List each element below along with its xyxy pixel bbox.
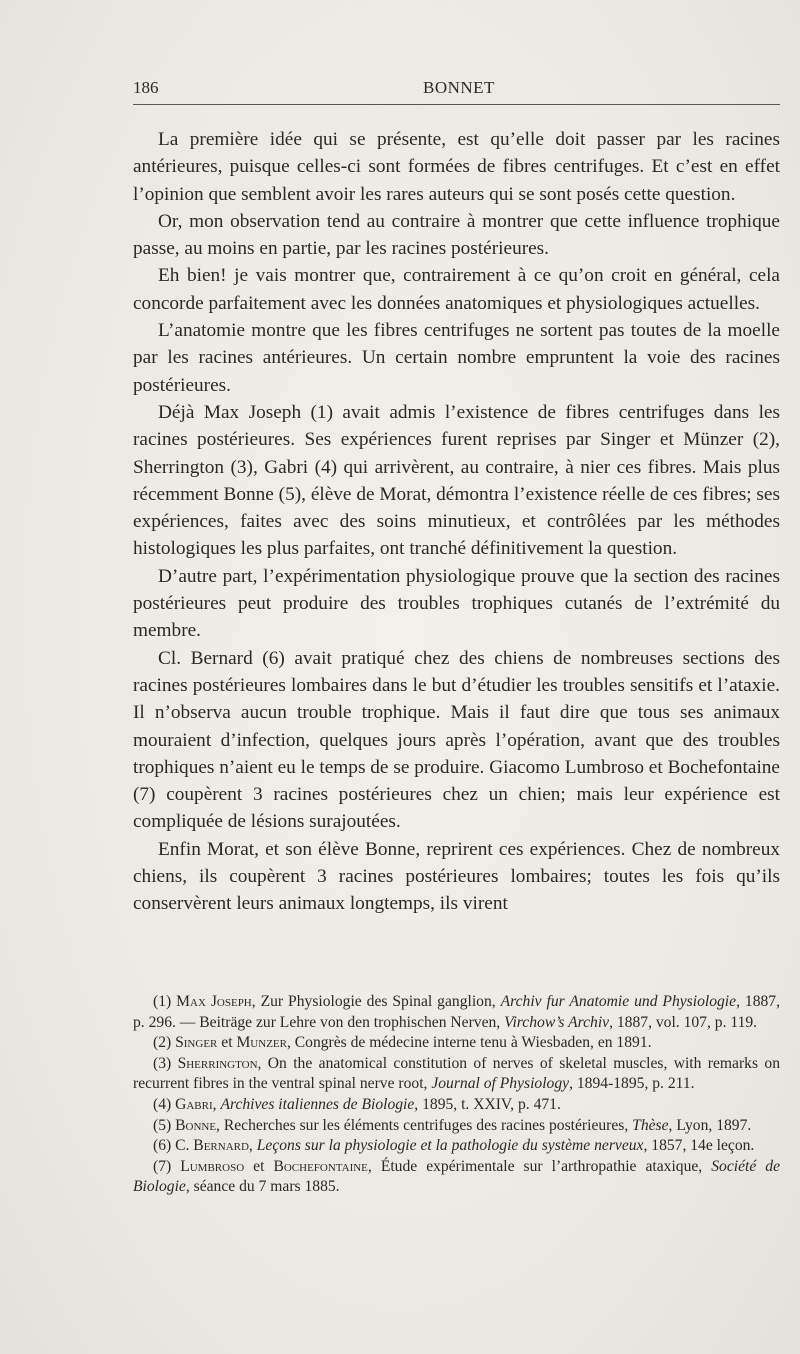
footnote-text: et	[217, 1034, 237, 1052]
footnotes	[133, 992, 780, 1198]
footnote-author: C. Bernard	[175, 1137, 249, 1155]
paragraph: L’anatomie montre que les fibres centrifuges ne sortent pas toutes de la moelle par les racines antérieures. Un certain nombre empruntent la voie des racines postérieures.	[133, 320, 780, 396]
footnote-journal: Thèse	[632, 1116, 669, 1134]
main-text	[133, 126, 780, 918]
footnote-author: Munzer	[236, 1034, 287, 1052]
footnote-text: , 1895, t. XXIV, p. 471.	[414, 1095, 561, 1113]
paragraph: Or, mon observation tend au contraire à montrer que cette influence trophique passe, au moins en partie, par les racines postérieures.	[133, 210, 780, 260]
footnote-author: Singer	[175, 1034, 218, 1052]
footnote-text: , Étude expérimentale sur l’arthropathie ataxique,	[367, 1157, 712, 1175]
footnote-mark: (3)	[153, 1054, 172, 1072]
footnote-mark: (5)	[153, 1116, 172, 1134]
footnote-text: et	[244, 1157, 274, 1175]
paragraph: La première idée qui se présente, est qu’elle doit passer par les racines antérieures, puisque celles-ci sont formées de fibres centrifuges. Et c’est en effet l’opinion que semblent avoir les rares auteurs qui se sont posés cette question.	[133, 129, 780, 205]
footnote-text: , Zur Physiologie des Spinal ganglion,	[251, 993, 501, 1010]
footnote-text: , 1887, p. 296. — Beiträge zur Lehre von den trophischen Nerven,	[133, 993, 780, 1031]
footnote	[133, 992, 780, 1033]
footnote-journal: Leçons sur la physiologie et la pathologie du système nerveux	[256, 1137, 644, 1155]
footnote-text: , 1894-1895, p. 211.	[569, 1075, 695, 1093]
footnote-journal: Journal of Physiology	[431, 1075, 570, 1093]
footnote-journal: Société de Biologie	[133, 1157, 780, 1196]
footnote-text: , Recherches sur les éléments centrifuges des racines postérieures,	[216, 1116, 633, 1134]
footnote-journal: Virchow’s Archiv	[504, 1013, 610, 1031]
footnote-mark: (6)	[153, 1137, 172, 1155]
footnote	[133, 1136, 780, 1157]
running-header	[133, 78, 780, 100]
footnote-journal: Archives italiennes de Biologie	[220, 1095, 415, 1113]
footnote-text: , On the anatomical constitution of nerves of skeletal muscles, with remarks on recurrent fibres in the ventral spinal nerve root,	[133, 1054, 780, 1093]
footnote	[133, 1054, 780, 1095]
footnote-mark: (2)	[153, 1034, 172, 1052]
footnote-author: Sherrington	[177, 1054, 258, 1072]
footnote	[133, 1095, 780, 1116]
footnote-author: Max Joseph	[176, 993, 252, 1010]
footnote-text: , séance du 7 mars 1885.	[185, 1178, 340, 1196]
paragraph: Enfin Morat, et son élève Bonne, reprirent ces expériences. Chez de nombreux chiens, ils coupèrent 3 racines postérieures lombaires; toutes les fois qu’ils conservèrent leurs animaux longtemps, ils virent	[133, 838, 780, 915]
paragraph: Cl. Bernard (6) avait pratiqué chez des chiens de nombreuses sections des racines postérieures lombaires dans le but d’étudier les troubles sensitifs et l’ataxie. Il n’observa aucun trouble trophique. Mais il faut dire que tous ses animaux mouraient d’infection, quelques jours après l’opération, avant que des troubles trophiques n’aient eu le temps de se produire. Giacomo Lumbroso et Bochefontaine (7) coupèrent 3 racines postérieures chez un chien; mais leur expérience est compliquée de lésions surajoutées.	[133, 647, 780, 833]
footnote-text: ,	[212, 1095, 221, 1113]
footnote-author: Gabri	[175, 1095, 213, 1113]
footnote-journal: Archiv fur Anatomie und Physiologie	[500, 993, 737, 1010]
paragraph: Déjà Max Joseph (1) avait admis l’existence de fibres centrifuges dans les racines postérieures. Ses expériences furent reprises par Singer et Münzer (2), Sherrington (3), Gabri (4) qui arrivèrent, au contraire, à nier ces fibres. Mais plus récemment Bonne (5), élève de Morat, démontra l’existence réelle de ces fibres; ses expériences, faites avec des soins minutieux, et contrôlées par les méthodes histologiques les plus parfaites, ont tranché définitivement la question.	[133, 401, 780, 560]
footnote-mark: (7)	[153, 1157, 172, 1175]
footnote-text: , Congrès de médecine interne tenu à Wiesbaden, en 1891.	[286, 1034, 652, 1052]
paragraph: D’autre part, l’expérimentation physiologique prouve que la section des racines postérieures peut produire des troubles trophiques cutanés de l’extrémité du membre.	[133, 565, 780, 642]
footnote-mark: (4)	[153, 1095, 172, 1113]
header-rule	[133, 104, 780, 105]
footnote-text: , 1887, vol. 107, p. 119.	[609, 1013, 758, 1031]
footnote	[133, 1116, 780, 1137]
footnote-text: ,	[248, 1137, 257, 1155]
footnote-text: , Lyon, 1897.	[668, 1116, 752, 1134]
page-number: 186	[133, 78, 159, 97]
footnote-author: Bochefontaine	[273, 1157, 368, 1175]
footnote-author: Lumbroso	[180, 1157, 245, 1175]
running-title: BONNET	[423, 78, 495, 97]
footnote-mark: (1)	[153, 993, 172, 1010]
footnote	[133, 1157, 780, 1198]
footnote-text: , 1857, 14e leçon.	[643, 1137, 755, 1155]
footnote-author: Bonne	[175, 1116, 217, 1134]
paragraph: Eh bien! je vais montrer que, contrairement à ce qu’on croit en général, cela concorde parfaitement avec les données anatomiques et physiologiques actuelles.	[133, 265, 780, 314]
footnote	[133, 1033, 780, 1054]
